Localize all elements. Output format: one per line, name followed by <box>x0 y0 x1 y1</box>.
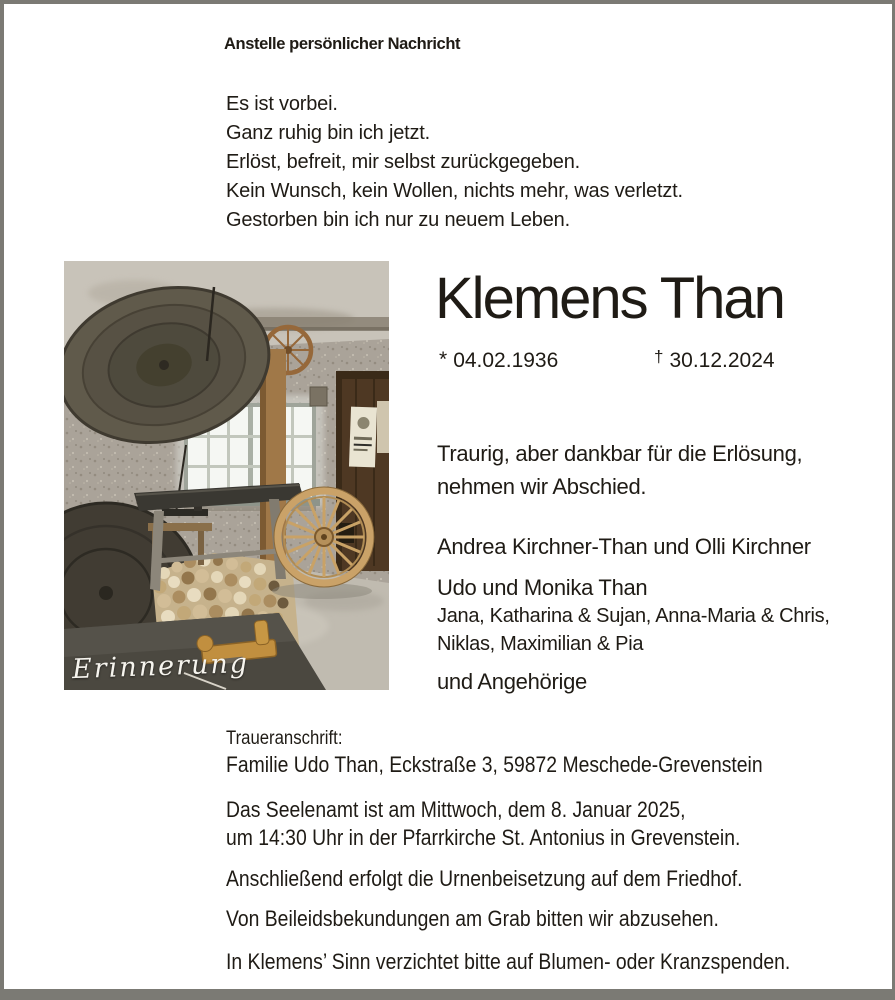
poem-line: Kein Wunsch, kein Wollen, nichts mehr, was verletzt. <box>226 180 683 202</box>
workshop-door <box>336 371 389 571</box>
mourner-line: Udo und Monika Than <box>437 575 648 600</box>
wall-plaque <box>310 387 327 406</box>
bottom-border-bar <box>4 989 895 1000</box>
donation-line: In Klemens’ Sinn verzichtet bitte auf Blumen- oder Kranzspenden. <box>226 949 791 974</box>
workshop-illustration <box>64 261 389 690</box>
address-line: Familie Udo Than, Eckstraße 3, 59872 Meschede-Grevenstein <box>226 752 763 777</box>
condolence-line: Von Beileidsbekundungen am Grab bitten wir abzusehen. <box>226 906 719 931</box>
deceased-name: Klemens Than <box>435 266 784 331</box>
birth-date: * 04.02.1936 <box>439 348 559 372</box>
death-date: † 30.12.2024 <box>654 347 775 372</box>
address-label: Traueranschrift: <box>226 728 343 749</box>
notice-header: Anstelle persönlicher Nachricht <box>224 35 461 53</box>
mourner-line: Andrea Kirchner-Than und Olli Kirchner <box>437 534 811 559</box>
farewell-line: Traurig, aber dankbar für die Erlösung, <box>437 441 803 466</box>
poem-line: Gestorben bin ich nur zu neuem Leben. <box>226 209 570 231</box>
poem-line: Erlöst, befreit, mir selbst zurückgegeben. <box>226 151 580 173</box>
service-line: Das Seelenamt ist am Mittwoch, dem 8. Januar 2025, <box>226 797 686 822</box>
burial-line: Anschließend erfolgt die Urnenbeisetzung auf dem Friedhof. <box>226 866 743 891</box>
birth-star-symbol: * <box>439 348 448 371</box>
grandchildren-line: Jana, Katharina & Sujan, Anna-Maria & Chris, <box>437 605 830 627</box>
farewell-line: nehmen wir Abschied. <box>437 474 647 499</box>
death-cross-symbol: † <box>654 347 664 366</box>
grandchildren-line: Niklas, Maximilian & Pia <box>437 633 644 655</box>
photo-caption: Erinnerung <box>71 647 250 686</box>
poem-line: Es ist vorbei. <box>226 93 338 115</box>
service-line: um 14:30 Uhr in der Pfarrkirche St. Antonius in Grevenstein. <box>226 825 741 850</box>
poem-line: Ganz ruhig bin ich jetzt. <box>226 122 430 144</box>
mourners-closing: und Angehörige <box>437 669 587 694</box>
memorial-photo <box>64 261 389 690</box>
